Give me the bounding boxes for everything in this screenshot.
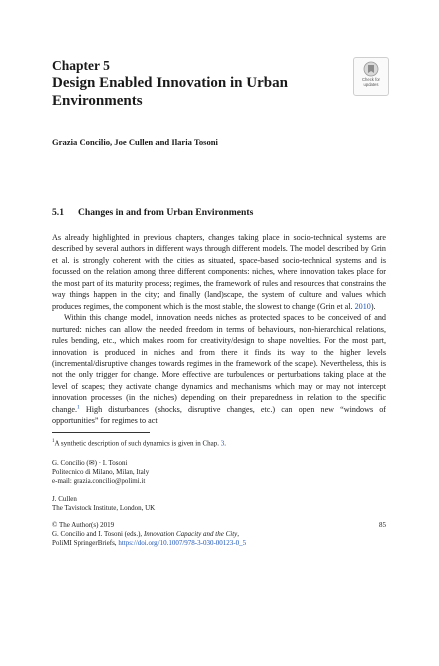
affiliation-1-email[interactable]: e-mail: grazia.concilio@polimi.it: [52, 477, 146, 486]
footnote-marker-link[interactable]: 1: [77, 404, 80, 411]
affiliation-1-names: G. Concilio (✉) · I. Tosoni: [52, 459, 128, 468]
citation-editors: G. Concilio and I. Tosoni (eds.),: [52, 530, 144, 539]
copyright-line: © The Author(s) 2019: [52, 521, 115, 530]
footnote-number: 1: [52, 438, 55, 444]
citation-line: [52, 530, 386, 539]
paragraph-2: [52, 312, 386, 427]
doi-link[interactable]: https://doi.org/10.1007/978-3-030-00123-0_5: [118, 539, 247, 548]
affiliation-2-name: J. Cullen: [52, 494, 77, 503]
page-number: 85: [379, 521, 386, 530]
body-text: [52, 232, 386, 427]
footnote-divider: [52, 432, 150, 433]
page-content: [52, 58, 386, 549]
section-heading: [52, 207, 386, 218]
affiliation-2: [52, 495, 386, 513]
section-title: Changes in and from Urban Environments: [78, 207, 254, 218]
citation-comma: ,: [237, 530, 240, 539]
affiliation-2-org: The Tavistock Institute, London, UK: [52, 503, 156, 512]
footnote-end: .: [224, 439, 226, 448]
copyright-block: [52, 521, 386, 549]
paragraph-1: [52, 232, 386, 312]
paragraph-1-text: As already highlighted in previous chapters, changes taking place in socio-technical systems are described by several authors in different ways through different models. The model described by Grin et al. is strongly coherent with the cities as situated, space-based socio-technical systems and is focussed on the relation among three different components: niches, where innovation takes place for the most part of its maturity process; regimes, the framework of rules and resources that constrains the way things happen in the city; and finally (land)scape, the system of culture and values which produces regimes, the component which is the most stable, the slowest to change (Grin et al.: [52, 233, 386, 311]
series-line: [52, 539, 386, 548]
badge-line-2: updates: [363, 81, 379, 87]
chapter-reference-link[interactable]: 3: [220, 439, 225, 448]
series-name: PoliMI SpringerBriefs,: [52, 539, 119, 548]
chapter-authors: Grazia Concilio, Joe Cullen and Ilaria Tosoni: [52, 137, 218, 147]
paragraph-2-end: High disturbances (shocks, disruptive changes, etc.) can open new “windows of opportunities” for regimes to act: [52, 404, 386, 426]
paragraph-1-end: ).: [370, 301, 376, 311]
badge-line-1: Check for: [362, 77, 380, 82]
book-title: Innovation Capacity and the City: [143, 530, 238, 539]
footnote-text: A synthetic description of such dynamics is given in Chap.: [54, 439, 221, 448]
affiliation-1-org: Politecnico di Milano, Milan, Italy: [52, 468, 150, 477]
paragraph-2-text: Within this change model, innovation needs niches as protected spaces to be conceived of and nurtured: niches can allow the needed freedom in terms of behaviours, non-hierarchical relations, rules bending, etc., which makes room for creativity/design to shape novelties. For the most part, innovation is produced in niches and from there it finds its way to the higher levels (incremental/disruptive changes towards regimes in the framework of the scape). Nevertheless, this is not the only trigger for change. More effective are turbulences or perturbations taking place at the level of scapes; they activate change dynamics and mechanisms which may or may not intercept innovation processes (in the niches) depending on their preparedness in relation to the specific change.: [52, 313, 386, 414]
citation-link[interactable]: 2010: [354, 301, 371, 311]
chapter-label: Chapter 5: [52, 58, 110, 73]
section-number: 5.1: [52, 207, 64, 218]
affiliation-1: [52, 459, 386, 487]
chapter-title: Design Enabled Innovation in Urban Environments: [52, 75, 288, 109]
footnote: [52, 437, 386, 448]
